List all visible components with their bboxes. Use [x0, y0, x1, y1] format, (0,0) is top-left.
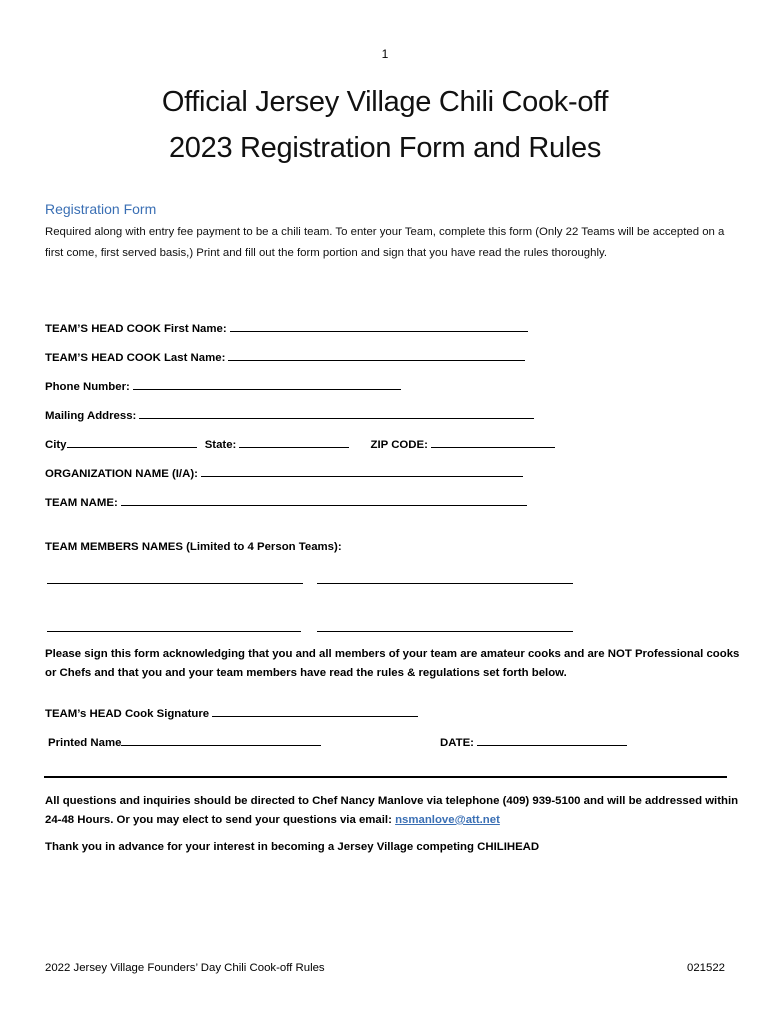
page-title-line2: 2023 Registration Form and Rules [168, 132, 602, 164]
team-member-2-field[interactable] [317, 583, 573, 584]
email-link[interactable]: nsmanlove@att.net [395, 814, 500, 826]
footer-document-code: 021522 [686, 962, 725, 974]
head-cook-last-name-row [45, 348, 525, 364]
printed-name-label: Printed Name [48, 737, 122, 749]
contact-paragraph [45, 792, 745, 830]
team-name-label: TEAM NAME: [45, 497, 118, 509]
acknowledgement-paragraph: Please sign this form acknowledging that you and all members of your team are amateur cooks and are NOT Professional cooks or Chefs and that you and your team members have read the rules & regulations set forth below. [45, 648, 740, 679]
organization-label: ORGANIZATION NAME (I/A): [45, 468, 198, 480]
state-label: State: [204, 439, 237, 451]
page-number: 1 [381, 47, 389, 61]
date-row [440, 733, 627, 749]
section-divider [44, 776, 727, 778]
city-label: City [45, 439, 67, 451]
head-cook-first-name-label: TEAM’S HEAD COOK First Name: [45, 323, 227, 335]
team-member-3-field[interactable] [47, 631, 301, 632]
team-name-row [45, 493, 527, 509]
head-cook-last-name-field[interactable] [228, 348, 525, 361]
intro-paragraph: Required along with entry fee payment to be a chili team. To enter your Team, complete this form (Only 22 Teams will be accepted on a first come, first served basis,) Print and fill out the form portion and sign that you have read the rules thoroughly. [45, 226, 725, 259]
printed-name-row [48, 733, 321, 749]
head-cook-first-name-row [45, 319, 528, 335]
phone-field[interactable] [133, 377, 401, 390]
footer-document-title: 2022 Jersey Village Founders’ Day Chili Cook-off Rules [45, 962, 325, 974]
city-field[interactable] [67, 435, 197, 448]
city-state-zip-row [45, 435, 555, 451]
date-label: DATE: [440, 737, 474, 749]
signature-row [45, 704, 418, 720]
state-field[interactable] [239, 435, 349, 448]
organization-field[interactable] [201, 464, 523, 477]
printed-name-field[interactable] [121, 733, 321, 746]
mailing-address-row [45, 406, 534, 422]
team-name-field[interactable] [121, 493, 527, 506]
zip-label: ZIP CODE: [370, 439, 428, 451]
team-member-1-field[interactable] [47, 583, 303, 584]
date-field[interactable] [477, 733, 627, 746]
contact-text: All questions and inquiries should be directed to Chef Nancy Manlove via telephone (409) 939-5100 and will be addressed within 24-48 Hours. Or you may elect to send your questions via email: [45, 795, 739, 826]
mailing-address-field[interactable] [139, 406, 534, 419]
head-cook-last-name-label: TEAM’S HEAD COOK Last Name: [45, 352, 226, 364]
zip-field[interactable] [431, 435, 555, 448]
phone-label: Phone Number: [45, 381, 130, 393]
page-title-line1: Official Jersey Village Chili Cook-off [161, 86, 609, 118]
phone-row [45, 377, 401, 393]
team-member-4-field[interactable] [317, 631, 573, 632]
signature-field[interactable] [212, 704, 418, 717]
thank-you-text: Thank you in advance for your interest in becoming a Jersey Village competing CHILIHEAD [45, 841, 540, 853]
organization-row [45, 464, 523, 480]
mailing-address-label: Mailing Address: [45, 410, 137, 422]
signature-label: TEAM’s HEAD Cook Signature [45, 708, 210, 720]
registration-form-heading: Registration Form [45, 201, 157, 217]
head-cook-first-name-field[interactable] [230, 319, 528, 332]
team-members-label: TEAM MEMBERS NAMES (Limited to 4 Person Teams): [45, 541, 342, 553]
